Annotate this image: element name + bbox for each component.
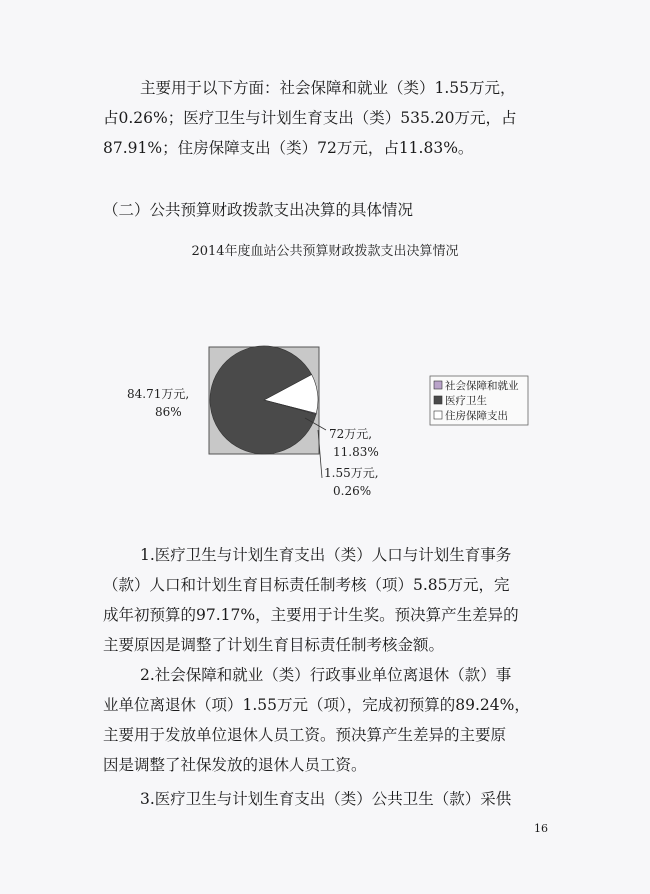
body-line-5: 2.社会保障和就业（类）行政事业单位离退休（款）事 [140, 666, 512, 684]
chart-title: 2014年度血站公共预算财政拨款支出决算情况 [191, 244, 459, 259]
legend-label-housing: 住房保障支出 [445, 410, 508, 422]
label-medical-percent: 86% [155, 405, 182, 419]
intro-line-1: 主要用于以下方面：社会保障和就业（类）1.55万元， [140, 79, 516, 97]
intro-line-2: 占0.26%；医疗卫生与计划生育支出（类）535.20万元，占 [103, 109, 517, 127]
body-line-8: 因是调整了社保发放的退休人员工资。 [103, 756, 367, 774]
legend-swatch-housing [434, 411, 442, 419]
legend-swatch-social [434, 381, 442, 389]
intro-line-3: 87.91%；住房保障支出（类）72万元，占11.83%。 [103, 139, 474, 157]
body-line-2: （款）人口和计划生育目标责任制考核（项）5.85万元，完 [103, 576, 510, 594]
section-heading: （二）公共预算财政拨款支出决算的具体情况 [103, 201, 414, 219]
label-housing-percent: 11.83% [333, 445, 379, 459]
chart-legend [430, 376, 528, 425]
label-housing-value: 72万元, [329, 427, 373, 441]
body-line-6: 业单位离退休（项）1.55万元（项），完成初预算的89.24%， [103, 696, 530, 714]
body-line-7: 主要用于发放单位退休人员工资。预决算产生差异的主要原 [103, 726, 507, 744]
legend-label-social: 社会保障和就业 [445, 380, 519, 392]
label-medical-value: 84.71万元, [127, 387, 190, 401]
label-social-value: 1.55万元, [324, 466, 379, 480]
legend-swatch-medical [434, 396, 442, 404]
page-number: 16 [534, 822, 548, 835]
legend-label-medical: 医疗卫生 [445, 395, 487, 407]
body-line-4: 主要原因是调整了计划生育目标责任制考核金额。 [103, 636, 445, 654]
label-social-percent: 0.26% [333, 484, 372, 498]
body-line-9: 3.医疗卫生与计划生育支出（类）公共卫生（款）采供 [140, 790, 512, 808]
body-line-1: 1.医疗卫生与计划生育支出（类）人口与计划生育事务 [140, 546, 512, 564]
body-line-3: 成年初预算的97.17%，主要用于计生奖。预决算产生差异的 [103, 606, 519, 624]
